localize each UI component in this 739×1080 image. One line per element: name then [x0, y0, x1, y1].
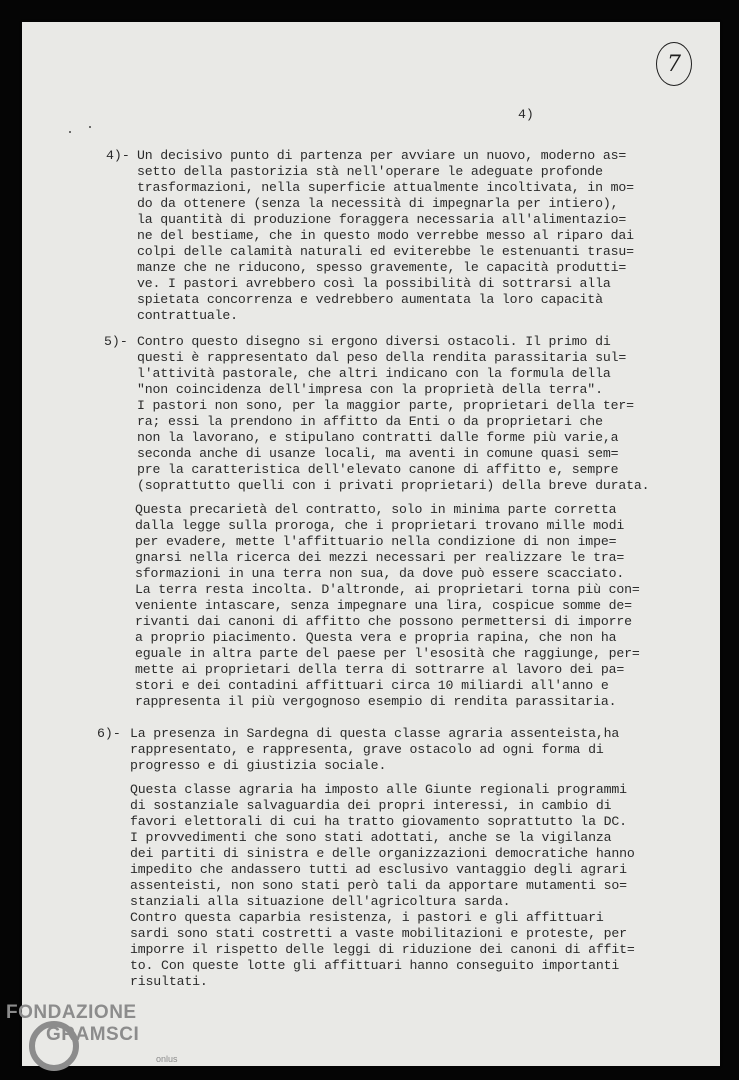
text-line: gnarsi nella ricerca dei mezzi necessari per realizzare le tra= — [135, 550, 625, 565]
text-line: di sostanziale salvaguardia dei propri interessi, in cambio di — [130, 798, 612, 813]
text-line: dalla legge sulla proroga, che i proprietari trovano mille modi — [135, 518, 625, 533]
paragraph-number: 4)- — [106, 148, 130, 163]
text-line: per evadere, mette l'affittuario nella condizione di non impe= — [135, 534, 617, 549]
scan-speck — [89, 126, 91, 128]
text-line: rappresenta il più vergognoso esempio di rendita parassitaria. — [135, 694, 617, 709]
text-line: ve. I pastori avrebbero così la possibilità di sottrarsi alla — [137, 276, 611, 291]
text-line: I pastori non sono, per la maggior parte, proprietari della ter= — [137, 398, 634, 413]
text-line: favori elettorali di cui ha tratto giovamento soprattutto la DC. — [130, 814, 627, 829]
text-line: risultati. — [130, 974, 208, 989]
text-line: imporre il rispetto delle leggi di riduzione dei canoni di affit= — [130, 942, 635, 957]
text-line: stori e dei contadini affittuari circa 10 miliardi all'anno e — [135, 678, 609, 693]
fondazione-gramsci-watermark — [6, 998, 196, 1078]
text-line: spietata concorrenza e vedrebbero aumentata la loro capacità — [137, 292, 603, 307]
text-line: non la lavorano, e stipulano contratti dalle forme più varie,a — [137, 430, 619, 445]
text-line: pre la caratteristica dell'elevato canone di affitto e, sempre — [137, 462, 619, 477]
text-line: "non coincidenza dell'impresa con la proprietà della terra". — [137, 382, 603, 397]
watermark-line2: GRAMSCI — [46, 1024, 140, 1045]
scan-speck — [69, 131, 71, 133]
text-line: manze che ne riducono, spesso gravemente, le capacità produtti= — [137, 260, 627, 275]
text-line: rivanti dai canoni di affitto che possono permettersi di imporre — [135, 614, 632, 629]
text-line: seconda anche di usanze locali, ma aventi in comune quasi sem= — [137, 446, 619, 461]
text-line: stanziali alla situazione dell'agricoltura sarda. — [130, 894, 511, 909]
text-line: ne del bestiame, che in questo modo verrebbe messo al riparo dai — [137, 228, 634, 243]
text-line: la quantità di produzione foraggera necessaria all'alimentazio= — [137, 212, 627, 227]
paragraph-number: 6)- — [97, 726, 121, 741]
watermark-line3: onlus — [156, 1054, 178, 1064]
text-line: La terra resta incolta. D'altronde, ai proprietari torna più con= — [135, 582, 640, 597]
text-line: questi è rappresentato dal peso della rendita parassitaria sul= — [137, 350, 627, 365]
text-line: progresso e di giustizia sociale. — [130, 758, 387, 773]
text-line: Questa classe agraria ha imposto alle Giunte regionali programmi — [130, 782, 627, 797]
text-line: do da ottenere (senza la necessità di impegnarla per intiero), — [137, 196, 619, 211]
handwritten-page-number: 7 — [656, 42, 692, 86]
text-line: rappresentato, e rappresenta, grave ostacolo ad ogni forma di — [130, 742, 604, 757]
text-line: Un decisivo punto di partenza per avviare un nuovo, moderno as= — [137, 148, 627, 163]
text-line: contrattuale. — [137, 308, 238, 323]
text-line: impedito che andassero tutti ad esclusivo vantaggio degli agrari — [130, 862, 627, 877]
text-line: La presenza in Sardegna di questa classe agraria assenteista,ha — [130, 726, 620, 741]
text-line: veniente intascare, senza impegnare una lira, cospicue somme de= — [135, 598, 632, 613]
text-line: sardi sono stati costretti a vaste mobilitazioni e proteste, per — [130, 926, 627, 941]
text-line: colpi delle calamità naturali ed eviterebbe le estenuanti trasu= — [137, 244, 634, 259]
text-line: eguale in altra parte del paese per l'esosità che raggiunge, per= — [135, 646, 640, 661]
text-line: Contro questa caparbia resistenza, i pastori e gli affittuari — [130, 910, 604, 925]
text-line: setto della pastorizia stà nell'operare le adeguate profonde — [137, 164, 603, 179]
page-number: 4) — [518, 107, 534, 122]
text-line: assenteisti, non sono stati però tali da apportare mutamenti so= — [130, 878, 627, 893]
text-line: trasformazioni, nella superficie attualmente incoltivata, in mo= — [137, 180, 634, 195]
text-line: sformazioni in una terra non sua, da dove può essere scacciato. — [135, 566, 625, 581]
text-line: dei partiti di sinistra e delle organizzazioni democratiche hanno — [130, 846, 635, 861]
text-line: I provvedimenti che sono stati adottati, anche se la vigilanza — [130, 830, 612, 845]
text-line: ra; essi la prendono in affitto da Enti o da proprietari che — [137, 414, 603, 429]
text-line: Questa precarietà del contratto, solo in minima parte corretta — [135, 502, 617, 517]
paragraph-number: 5)- — [104, 334, 128, 349]
text-line: Contro questo disegno si ergono diversi ostacoli. Il primo di — [137, 334, 611, 349]
text-line: l'attività pastorale, che altri indicano con la formula della — [137, 366, 611, 381]
watermark-line1: FONDAZIONE — [6, 1002, 137, 1023]
text-line: a proprio piacimento. Questa vera e propria rapina, che non ha — [135, 630, 617, 645]
text-line: (soprattutto quelli con i privati proprietari) della breve durata. — [137, 478, 650, 493]
text-line: mette ai proprietari della terra di sottrarre al lavoro dei pa= — [135, 662, 625, 677]
text-line: to. Con queste lotte gli affittuari hanno conseguito importanti — [130, 958, 620, 973]
